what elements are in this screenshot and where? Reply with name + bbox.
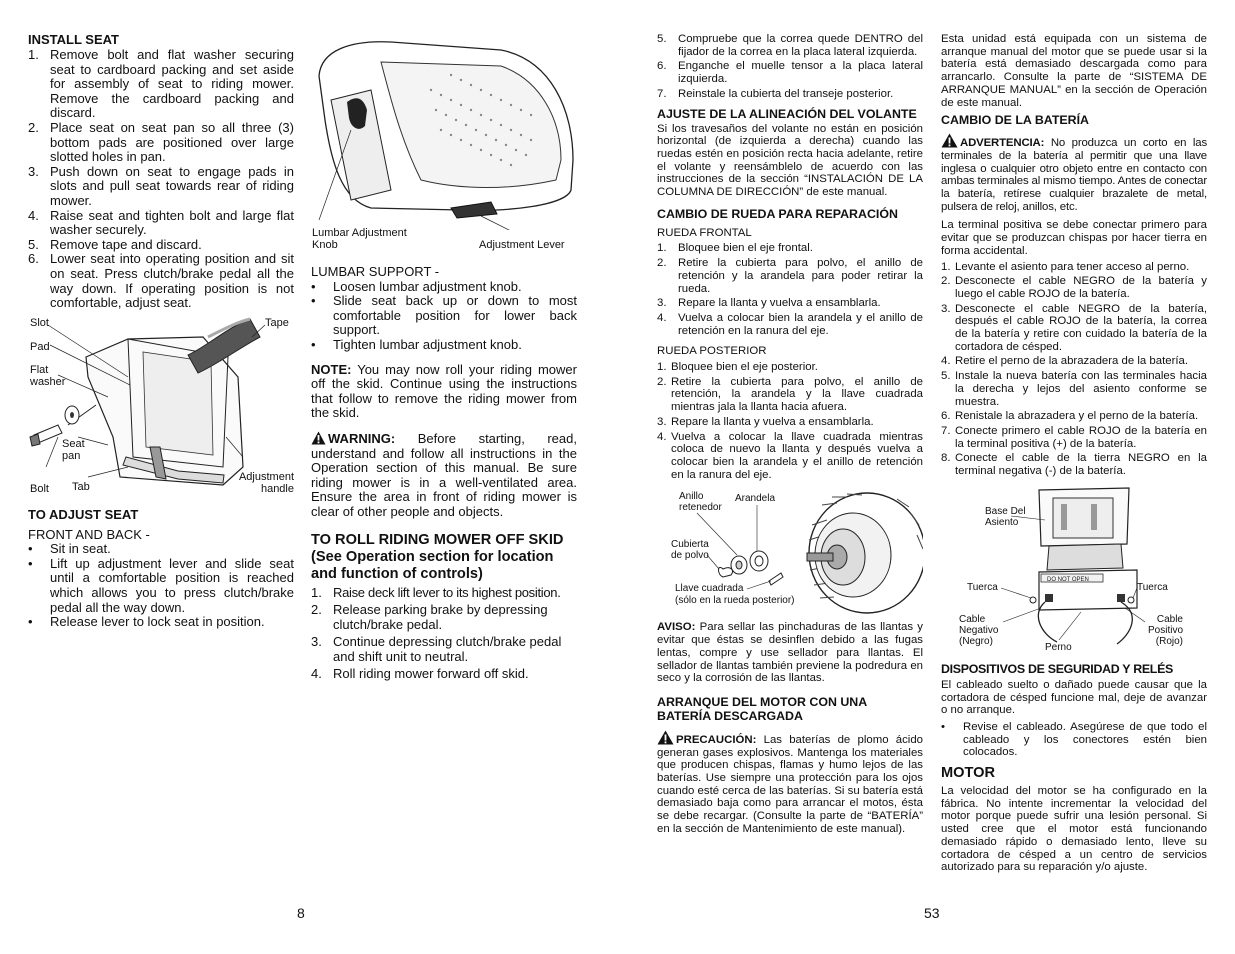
list-item: 4. Vuelva a colocar la llave cuadrada mientras coloca de nuevo la llanta y después vuelva a colocar bien la arandela y el anillo de retención en la ranura del eje.: [657, 430, 923, 481]
list-item: • Tighten lumbar adjustment knob.: [311, 336, 522, 352]
warning-icon: [941, 133, 958, 148]
roll-off-steps: [311, 586, 577, 683]
lumbar-figure: [311, 40, 577, 255]
list-item: 2. Place seat on seat pan so all three (3) bottom pads are positioned over large slotted holes in pan.: [28, 119, 294, 165]
list-item: 3. Repare la llanta y vuelva a ensamblarla.: [657, 297, 881, 310]
list-item: 1. Bloquee bien el eje posterior.: [657, 361, 818, 374]
adjust-seat-bullets: [28, 542, 294, 630]
list-item: • Slide seat back up or down to most comfortable position for lower back support.: [311, 293, 577, 338]
column-3: [657, 33, 923, 836]
page-number-left: 8: [297, 905, 305, 921]
list-item: 7. Conecte primero el cable ROJO de la batería en la terminal positiva (+) de la batería.: [941, 424, 1207, 450]
list-item: 8. Conecte el cable de la tierra NEGRO en la terminal negativa (-) de la batería.: [941, 452, 1207, 478]
label-adjustment-handle: Adjustment handle: [238, 470, 294, 495]
list-item: 2. Release parking brake by depressing clutch/brake pedal.: [311, 602, 548, 632]
wheel-figure: [657, 485, 923, 619]
rueda-frontal-label: RUEDA FRONTAL: [657, 226, 752, 239]
column-1: [28, 30, 294, 630]
list-item: 4. Vuelva a colocar bien la arandela y el anillo de retención en la ranura del eje.: [657, 311, 923, 337]
label-perno: Perno: [1045, 641, 1072, 653]
list-item: 5. Instale la nueva batería con las terminales hacia la derecha y lejos del asiento conforme se muestra.: [941, 370, 1207, 408]
label-cubierta: Cubierta de polvo: [671, 539, 709, 562]
cambio-rueda-heading: CAMBIO DE RUEDA PARA REPARACIÓN: [657, 206, 898, 221]
label-llave-note: (sólo en la rueda posterior): [675, 595, 795, 607]
belt-steps: [657, 33, 923, 101]
battery-figure: [941, 484, 1207, 660]
list-item: 3. Desconecte el cable NEGRO de la batería, después el cable ROJO de la batería, la correa de la batería y retire con cuidado la batería de la cortadora de césped.: [941, 302, 1207, 353]
label-llave: Llave cuadrada: [675, 583, 744, 595]
list-item: 2. Retire la cubierta para polvo, el anillo de retención, la arandela y la llave cuadrada mientras jala la llanta hacia afuera.: [657, 375, 923, 414]
list-item: 6. Lower seat into operating position and sit on seat. Press clutch/brake pedal all the way down. If operating position is not comfortable, adjust seat.: [28, 251, 294, 311]
list-item: 5. Compruebe que la correa quede DENTRO del fijador de la correa en la placa lateral izquierda.: [657, 33, 923, 58]
list-item: 4. Raise seat and tighten bolt and large flat washer securely.: [28, 207, 294, 238]
seat-pan-figure: [28, 317, 294, 503]
list-item: • Release lever to lock seat in position.: [28, 614, 265, 630]
label-base-asiento: Base Del Asiento: [985, 505, 1026, 528]
label-tape: Tape: [265, 316, 289, 329]
label-bolt: Bolt: [30, 482, 49, 495]
list-item: • Lift up adjustment lever and slide seat until a comfortable position is reached which allows you to press clutch/brake pedal all the way down.: [28, 555, 294, 615]
label-adjustment-lever: Adjustment Lever: [479, 239, 565, 251]
arranque-heading: ARRANQUE DEL MOTOR CON UNA BATERÍA DESCARGADA: [657, 694, 867, 723]
label-cable-negativo: Cable Negativo (Negro): [959, 613, 999, 647]
warning-icon: [311, 431, 326, 445]
list-item: 1. Bloquee bien el eje frontal.: [657, 242, 813, 255]
label-tab: Tab: [72, 480, 90, 493]
list-item: 1. Levante el asiento para tener acceso al perno.: [941, 260, 1190, 273]
label-seat-pan: Seat pan: [62, 437, 85, 462]
label-anillo: Anillo retenedor: [679, 491, 722, 514]
list-item: 2. Retire la cubierta para polvo, el anillo de retención y la arandela para poder retirar la rueda.: [657, 257, 923, 295]
label-slot: Slot: [30, 316, 49, 329]
label-arandela: Arandela: [735, 493, 776, 505]
front-and-back-label: FRONT AND BACK -: [28, 526, 150, 542]
list-item: 3. Repare la llanta y vuelva a ensamblarla.: [657, 415, 874, 428]
list-item: 4. Roll riding mower forward off skid.: [311, 666, 529, 682]
bateria-steps: [941, 261, 1207, 478]
label-tuerca-left: Tuerca: [967, 581, 998, 593]
adjust-seat-heading: TO ADJUST SEAT: [28, 506, 139, 522]
alineacion-text: Si los travesaños del volante no están en posición horizontal (de izquierda a derecha) cuando las ruedas estén en posición recta hacia adelante, retire el volante y reensámblelo de acuerdo con las instrucciones de la sección “INSTALACIÓN DE LA COLUMNA DE DIRECCIÓN” de este manual.: [657, 122, 923, 199]
label-flat-washer: Flat washer: [30, 363, 66, 388]
list-item: 1. Remove bolt and flat washer securing seat to cardboard packing and set aside for assembly of seat to riding mower. Remove the cardboard packing and discard.: [28, 47, 294, 121]
list-item: 6. Enganche el muelle tensor a la placa lateral izquierda.: [657, 60, 923, 86]
terminal-paragraph: La terminal positiva se debe conectar primero para evitar que se produzcan chispas por hacer tierra en forma accidental.: [941, 219, 1207, 257]
precaucion-paragraph: PRECAUCIÓN: Las baterías de plomo ácido generan gases explosivos. Mantenga los materiales que producen chispas, flamas y humo lejos de las baterías. Use siempre una protección para los ojos cuando esté cerca de las baterías. Si su batería está demasiado baja como para arrancar el motos, ésta se debe recargar. (Consulte la parte de “BATERÍA” en la sección de Mantenimiento de este manual).: [657, 730, 923, 836]
list-item: 5. Remove tape and discard.: [28, 236, 202, 252]
dispositivos-text: El cableado suelto o dañado puede causar que la cortadora de césped funcione mal, deje de avanzar o no arranque.: [941, 678, 1207, 717]
list-item: • Revise el cableado. Asegúrese de que todo el cableado y los conectores estén bien colocados.: [941, 720, 1207, 759]
motor-text: La velocidad del motor se ha configurado en la fábrica. No intente incrementar la velocidad del motor porque puede sufrir una lesión personal. Si usted cree que el motor está funcionando demasiado rápido o demasiado lento, lleve su cortadora de césped a un centro de servicios autorizado para su reparación y/o ajuste.: [941, 785, 1207, 874]
lumbar-bullets: [311, 280, 577, 353]
list-item: 3. Push down on seat to engage pads in slots and pull seat towards rear of riding mower.: [28, 163, 294, 208]
column-2: [311, 40, 577, 682]
install-seat-heading: INSTALL SEAT: [28, 32, 119, 47]
rueda-frontal-steps: [657, 242, 923, 337]
list-item: 6. Renistale la abrazadera y el perno de la batería.: [941, 410, 1199, 423]
list-item: 7. Reinstale la cubierta del transeje posterior.: [657, 87, 894, 100]
cambio-bateria-heading: CAMBIO DE LA BATERÍA: [941, 113, 1089, 128]
dispositivos-heading: DISPOSITIVOS DE SEGURIDAD Y RELÉS: [941, 661, 1174, 676]
page-number-right: 53: [924, 905, 940, 921]
rueda-posterior-steps: [657, 361, 923, 481]
motor-heading: MOTOR: [941, 765, 996, 782]
list-item: • Sit in seat.: [28, 541, 111, 557]
list-item: 2. Desconecte el cable NEGRO de la batería y luego el cable ROJO de la batería.: [941, 275, 1207, 300]
label-lumbar-knob: Lumbar Adjustment Knob: [312, 227, 407, 251]
warning-paragraph: WARNING: Before starting, read, understand and follow all instructions in the Operation section of this manual. Be sure riding mower is in a well-ventilated area. Ensure the area in front of riding mower is clear of other people and objects.: [311, 430, 577, 519]
note-paragraph: NOTE: You may now roll your riding mower off the skid. Continue using the instructions that follow to remove the riding mower from the skid.: [311, 361, 577, 421]
list-item: 4. Retire el perno de la abrazadera de la batería.: [941, 355, 1189, 368]
roll-off-skid-heading: TO ROLL RIDING MOWER OFF SKID (See Operation section for location and function of controls): [311, 531, 564, 582]
advertencia-paragraph: ADVERTENCIA: No produzca un corto en las terminales de la batería al permitir que una llave inglesa o cualquier otro objeto entre en contacto con ambas terminales al mismo tiempo. Antes de conectar la batería, retírese cualquier brazalete de metal, pulsera de reloj, anillos, etc.: [941, 133, 1207, 213]
list-item: 3. Continue depressing clutch/brake pedal and shift unit to neutral.: [311, 634, 562, 664]
list-item: 1. Raise deck lift lever to its highest position.: [311, 584, 561, 600]
label-pad: Pad: [30, 340, 50, 353]
list-item: • Loosen lumbar adjustment knob.: [311, 278, 522, 294]
install-seat-steps: [28, 48, 294, 311]
column-4: [941, 33, 1207, 874]
battery-sticker-text: DO NOT OPEN: [1047, 576, 1089, 583]
seat-drawing: [311, 40, 577, 230]
rueda-posterior-label: RUEDA POSTERIOR: [657, 345, 767, 358]
lumbar-heading: LUMBAR SUPPORT -: [311, 264, 440, 279]
intro-paragraph: Esta unidad está equipada con un sistema de arranque manual del motor que se puede usar si la batería está demasiado descargada como para arrancarlo. Consulte la parte de “SISTEMA DE ARRANQUE MANUAL” en la sección de Operación de este manual.: [941, 33, 1207, 109]
label-tuerca-right: Tuerca: [1137, 581, 1168, 593]
label-cable-positivo: Cable Positivo (Rojo): [1147, 613, 1183, 647]
dispositivos-bullets: [941, 721, 1207, 759]
alineacion-heading: AJUSTE DE LA ALINEACIÓN DEL VOLANTE: [657, 106, 917, 121]
aviso-paragraph: AVISO: Para sellar las pinchaduras de las llantas y evitar que éstas se desinflen debido a las fugas lentas, compre y use sellador para llantas. El sellador de llantas también previene la podredura en seco y la corrosión de las llantas.: [657, 621, 923, 685]
warning-icon: [657, 730, 674, 745]
